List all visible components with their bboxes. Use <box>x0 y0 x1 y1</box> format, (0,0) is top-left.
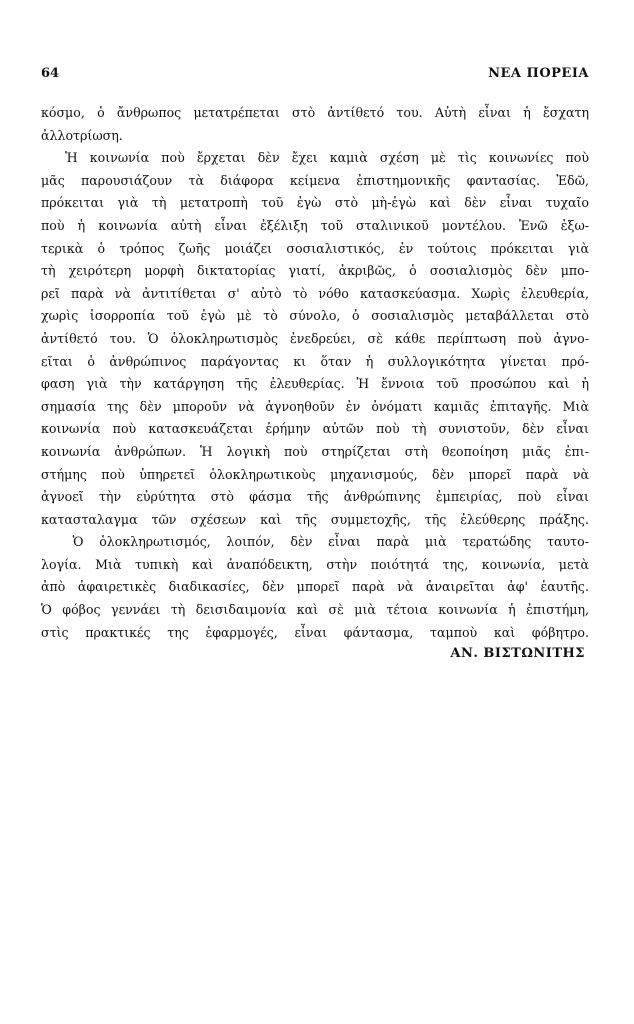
text-line: ἀγνοεῖ τὴν εὐρύτητα στὸ φάσμα τῆς ἀνθρώπινης ἐμπειρίας, ποὺ εἶναι <box>41 489 589 505</box>
text-line: λογία. Μιὰ τυπικὴ καὶ ἀναπόδεικτη, στὴν ποιότητά της, κοινωνία, μετὰ <box>41 556 589 572</box>
text-line: εῖται ὁ ἀνθρώπινος παράγοντας κι ὅταν ἡ συλλογικότητα γίνεται πρό- <box>41 353 589 369</box>
text-line: κατασταλαγμα τῶν σχέσεων καὶ τῆς συμμετοχῆς, τῆς ἐλεύθερης πράξης. <box>41 511 589 527</box>
text-line: μᾶς παρουσιάζουν τὰ διάφορα κείμενα ἐπιστημονικῆς φαντασίας. Ἐδῶ, <box>41 172 589 188</box>
text-line: φαση γιὰ τὴν κατάργηση τῆς ἐλευθερίας. Ἡ ἔννοια τοῦ προσώπου καὶ ἡ <box>41 376 589 392</box>
text-line: στὶς πρακτικές της ἐφαρμογές, εἶναι φάντασμα, ταμποὺ καὶ φόβητρο. <box>41 624 589 640</box>
text-line: ἀπὸ ἀφαιρετικὲς διαδικασίες, δὲν μπορεῖ παρὰ νὰ ἀναιρεῖται ἀφ' ἑαυτῆς. <box>41 579 589 595</box>
document-page <box>41 66 589 661</box>
text-line: Ὁ ὁλοκληρωτισμός, λοιπόν, δὲν εἶναι παρὰ μιὰ τερατώδης ταυτο- <box>41 534 589 550</box>
text-line: κοινωνία ποὺ κατασκευάζεται ἐρήμην αὐτῶν ποὺ τὴ συνιστοῦν, δὲν εἶναι <box>41 421 589 437</box>
text-line: τὴ χειρότερη μορφὴ δικτατορίας γιατί, ἀκριβῶς, ὁ σοσιαλισμὸς δὲν μπο- <box>41 263 589 279</box>
text-line: πρόκειται γιὰ τὴ μετατροπὴ τοῦ ἐγὼ στὸ μὴ-ἐγὼ καὶ δὲν εἶναι τυχαῖο <box>41 195 589 211</box>
running-head: ΝΕΑ ΠΟΡΕΙΑ <box>488 66 589 81</box>
text-line: Ὁ φόβος γεννάει τὴ δεισιδαιμονία καὶ σὲ μιὰ τέτοια κοινωνία ἡ ἐπιστήμη, <box>41 602 589 618</box>
text-line: Ἡ κοινωνία ποὺ ἔρχεται δὲν ἔχει καμιὰ σχέση μὲ τὶς κοινωνίες ποὺ <box>41 150 589 166</box>
text-line: χωρὶς ἰσορροπία τοῦ ἐγὼ μὲ τὸ σύνολο, ὁ σοσιαλισμὸς μεταβάλλεται στὸ <box>41 308 589 324</box>
text-line: κοινωνία ἀνθρώπων. Ἡ λογικὴ ποὺ στηρίζεται στὴ θεοποίηση μιᾶς ἐπι- <box>41 443 589 459</box>
text-line: ἀντίθετό του. Ὁ ὁλοκληρωτισμὸς ἐνεδρεύει, σὲ κάθε περίπτωση ποὺ ἀγνο- <box>41 330 589 346</box>
text-line: τερικὰ ὁ τρόπος ζωῆς μοιάζει σοσιαλιστικός, ἐν τούτοις πρόκειται γιὰ <box>41 240 589 256</box>
text-line: σημασία της δὲν μποροῦν νὰ ἀγνοηθοῦν ἐν ὀνόματι καμιᾶς ἐπιταγῆς. Μιὰ <box>41 398 589 414</box>
text-line: κόσμο, ὁ ἄνθρωπος μετατρέπεται στὸ ἀντίθετό του. Αὐτὴ εἶναι ἡ ἔσχατη <box>41 105 589 120</box>
page-header <box>41 66 589 96</box>
text-line: ρεῖ παρὰ νὰ ἀντιτίθεται σ' αὐτὸ τὸ νόθο κατασκεύασμα. Χωρὶς ἐλευθερία, <box>41 285 589 301</box>
text-line: ποὺ ἡ κοινωνία αὐτὴ εἶναι ἐξέλιξη τοῦ σταλινικοῦ μοντέλου. Ἐνῶ ἐξω- <box>41 217 589 233</box>
author-signature: ΑΝ. ΒΙΣΤΩΝΙΤΗΣ <box>450 646 585 662</box>
page-number: 64 <box>41 66 60 81</box>
article-body <box>41 102 589 644</box>
text-line: ἀλλοτρίωση. <box>41 127 123 143</box>
text-line: στήμης ποὺ ὑπηρετεῖ ὁλοκληρωτικοὺς μηχανισμούς, δὲν μπορεῖ παρὰ νὰ <box>41 466 589 482</box>
